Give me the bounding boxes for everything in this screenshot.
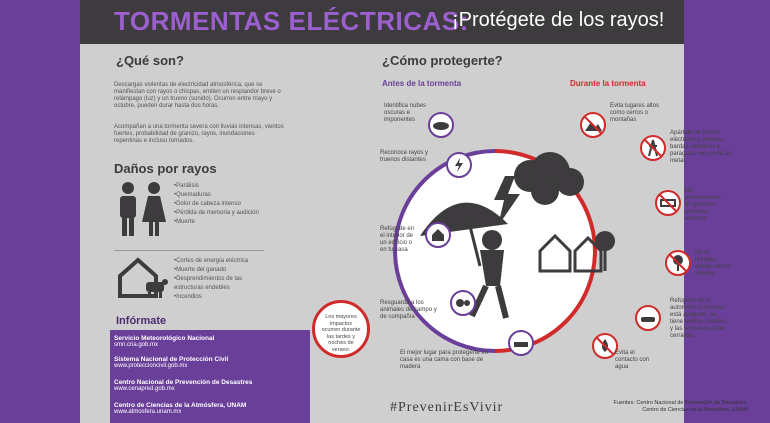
list-item: •Muerte — [174, 219, 195, 225]
divider — [114, 250, 264, 251]
antes-caption: Reconoce rayos y truenos distantes — [380, 150, 429, 163]
no-mountains-icon — [580, 112, 606, 138]
como-protegerte-heading: ¿Cómo protegerte? — [382, 53, 503, 68]
danos-personas-list — [174, 182, 259, 227]
informate-item: Centro de Ciencias de la Atmósfera, UNAM www.atmosfera.unam.mx — [114, 402, 247, 415]
antes-caption: Resguarda a los animales de campo y de compañía — [380, 300, 437, 320]
informate-panel — [110, 315, 310, 423]
durante-caption: Evita lugares altos como cerros o montañas — [610, 103, 660, 123]
antes-label: Antes de la tormenta — [382, 79, 462, 88]
informate-heading: Infórmate — [116, 315, 167, 327]
antes-caption: Identifica nubes oscuras e imponentes — [384, 103, 427, 123]
danos-heading: Daños por rayos — [114, 161, 217, 176]
list-item: •Cortes de energía eléctrica — [174, 258, 249, 264]
list-item: •Quemaduras — [174, 192, 211, 198]
durante-label: Durante la tormenta — [570, 79, 646, 88]
page-subtitle: ¡Protégete de los rayos! — [452, 9, 665, 31]
que-son-paragraph-1: Descargas violentas de electricidad atmosférica, que se manifiestan con rayos o chispas, emiten un resplandor breve o relámpago (luz) y un trueno (sonido). Ocurren entre mayo y octubre, pueden durar hasta dos horas. — [114, 82, 281, 109]
que-son-heading: ¿Qué son? — [116, 53, 184, 68]
antes-caption: El mejor lugar para protegerte en casa es una cama con base de madera — [400, 350, 489, 370]
no-open-spaces-icon — [655, 190, 681, 216]
link[interactable]: www.cenapred.gob.mx — [114, 386, 175, 392]
no-towers-icon — [640, 135, 666, 161]
list-item: •Desprendimientos de las estructuras endebles — [174, 276, 243, 291]
page-title: TORMENTAS ELÉCTRICAS: — [114, 6, 469, 36]
durante-caption: No permanezcas en grandes espacios abiertos — [685, 188, 722, 222]
durante-caption: No te refugies debajo de los árboles — [695, 250, 731, 277]
link[interactable]: smn.cna.gob.mx — [114, 342, 159, 348]
infographic-poster — [80, 0, 748, 423]
hashtag: #PrevenirEsVivir — [390, 400, 504, 415]
people-icon — [114, 180, 170, 240]
informate-item: Centro Nacional de Prevención de Desastres www.cenapred.gob.mx — [114, 379, 253, 392]
list-item: •Muerte del ganado — [174, 267, 227, 273]
house-and-cow-icon — [116, 256, 170, 300]
bed-icon — [508, 330, 534, 356]
link[interactable]: www.atmosfera.unam.mx — [114, 409, 182, 415]
list-item: •Dolor de cabeza intenso — [174, 201, 241, 207]
list-item: •Incendios — [174, 294, 202, 300]
danos-bienes-list — [174, 257, 264, 302]
title-bar — [80, 0, 684, 44]
informate-item: Servicio Meteorológico Nacional smn.cna.gob.mx — [114, 335, 215, 348]
durante-caption: Apártate de postes eléctricos o antenas, bardas metálicas y paraguas con punta de metal — [670, 130, 732, 164]
mayores-impactos-badge: Los mayores impactos ocurren durante las tardes y noches de verano. — [312, 300, 370, 358]
animals-icon — [450, 290, 476, 316]
house-icon — [425, 222, 451, 248]
list-item: •Parálisis — [174, 183, 199, 189]
durante-caption: Evita el contacto con agua — [615, 350, 650, 370]
antes-caption: Refúgiate en el interior de un edificio o en tu casa — [380, 226, 415, 253]
durante-caption: Refúgiate en tu automóvil si el motor está apagado, no tiene antena metálica y las ventanas están cerradas — [670, 298, 728, 339]
lightning-bolt-icon — [446, 152, 472, 178]
informate-item: Sistema Nacional de Protección Civil www.proteccioncivil.gob.mx — [114, 356, 229, 369]
no-trees-icon — [665, 250, 691, 276]
link[interactable]: www.proteccioncivil.gob.mx — [114, 363, 188, 369]
list-item: •Pérdida de memoria y audición — [174, 210, 259, 216]
car-icon — [635, 305, 661, 331]
fuentes-note: Fuentes: Centro Nacional de Prevención de Desastres, Centro de Ciencias de la Atmósfera, UNAM — [613, 400, 748, 413]
que-son-paragraph-2: Acompañan a una tormenta severa con lluvias intensas, vientos fuertes, probabilidad de granizo, rayos, inundaciones repentinas e incluso tornados. — [114, 124, 284, 144]
